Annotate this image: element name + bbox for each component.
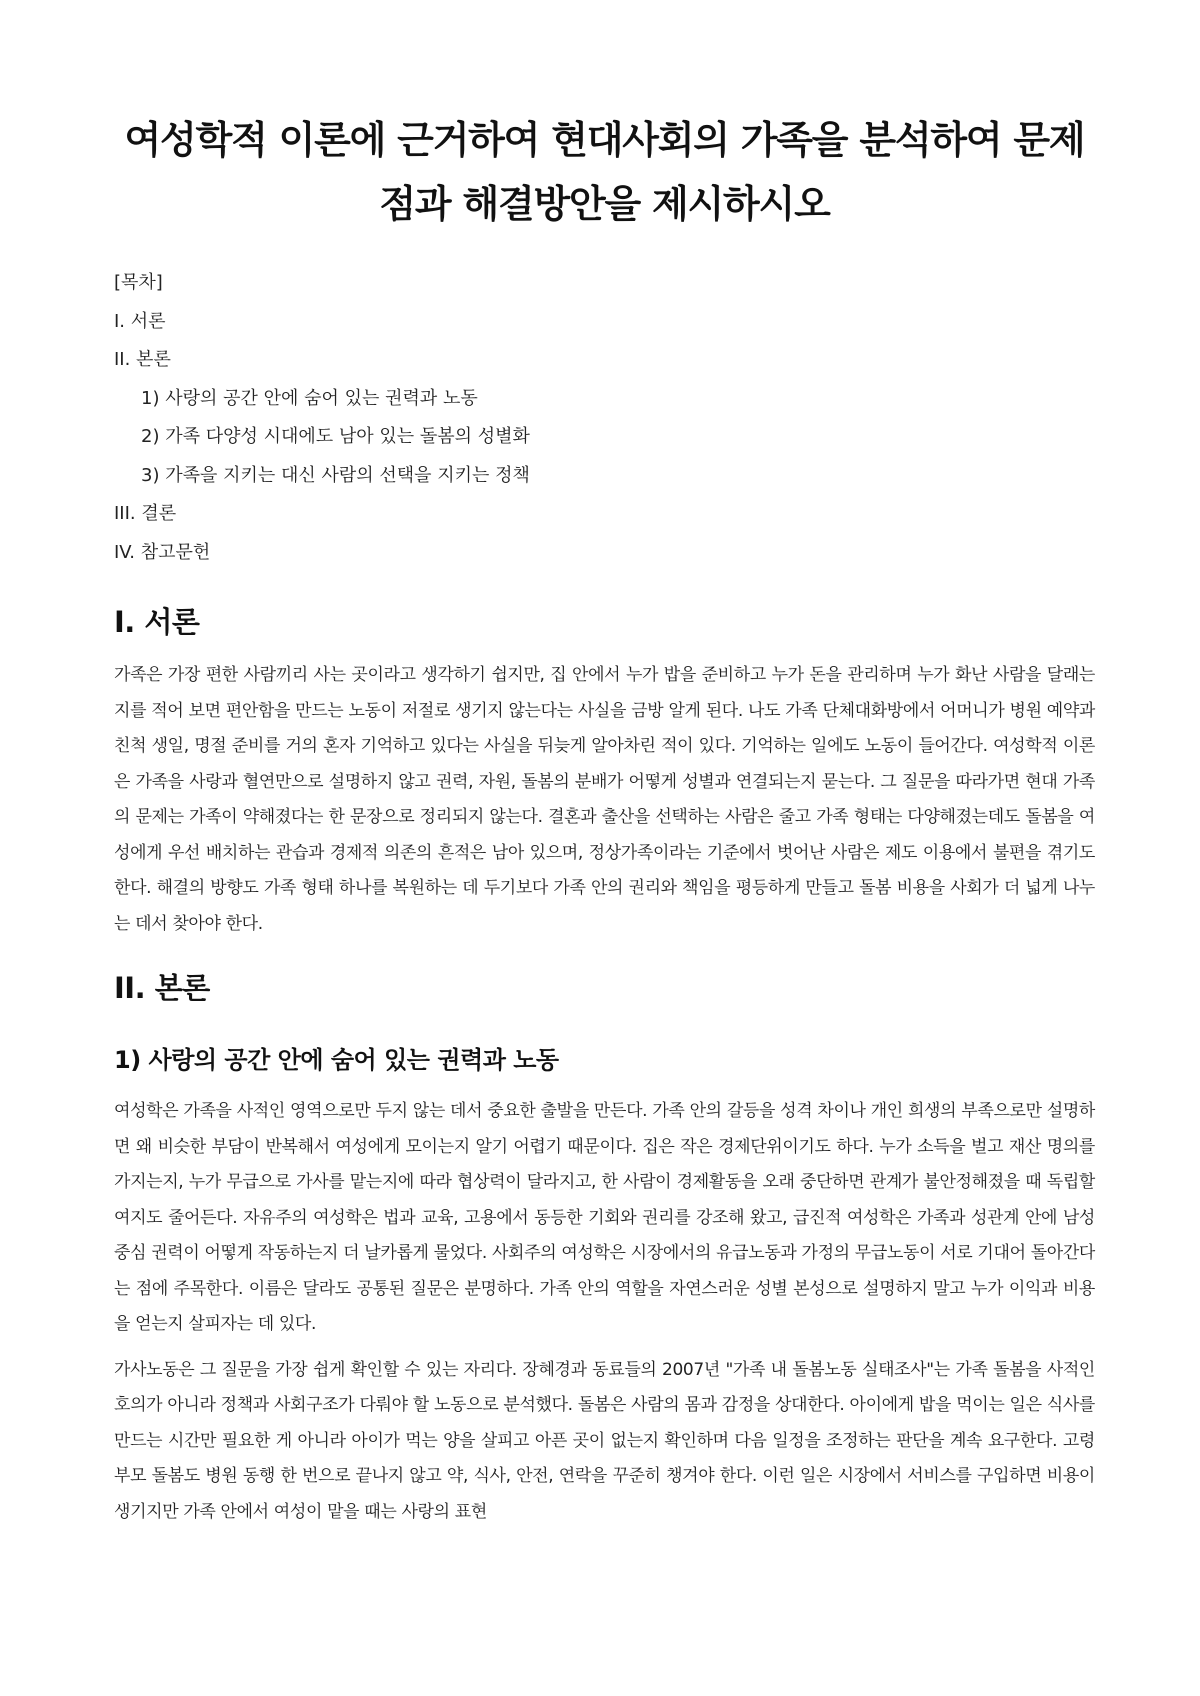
intro-paragraph: 가족은 가장 편한 사람끼리 사는 곳이라고 생각하기 쉽지만, 집 안에서 누가 밥을 준비하고 누가 돈을 관리하며 누가 화난 사람을 달래는지를 적어 보면 편안함을 만드는 노동이 저절로 생기지 않는다는 사실을 금방 알게 된다. 나도 가족 단체대화방에서 어머니가 병원 예약과 친척 생일, 명절 준비를 거의 혼자 기억하고 있다는 사실을 뒤늦게 알아차린 적이 있다. 기억하는 일에도 노동이 들어간다. 여성학적 이론은 가족을 사랑과 혈연만으로 설명하지 않고 권력, 자원, 돌봄의 분배가 어떻게 성별과 연결되는지 묻는다. 그 질문을 따라가면 현대 가족의 문제는 가족이 약해졌다는 한 문장으로 정리되지 않는다. 결혼과 출산을 선택하는 사람은 줄고 가족 형태는 다양해졌는데도 돌봄을 여성에게 우선 배치하는 관습과 경제적 의존의 흔적은 남아 있으며, 정상가족이라는 기준에서 벗어난 사람은 제도 이용에서 불편을 겪기도 한다. 해결의 방향도 가족 형태 하나를 복원하는 데 두기보다 가족 안의 권리와 책임을 평등하게 만들고 돌봄 비용을 사회가 더 넓게 나누는 데서 찾아야 한다. <box>114 665 1095 934</box>
toc-item: II. 본론 <box>114 349 171 370</box>
section-heading-intro: I. 서론 <box>114 605 200 639</box>
section-heading-body: II. 본론 <box>114 971 210 1005</box>
body-paragraph: 여성학은 가족을 사적인 영역으로만 두지 않는 데서 중요한 출발을 만든다. 가족 안의 갈등을 성격 차이나 개인 희생의 부족으로만 설명하면 왜 비슷한 부담이 반복해서 여성에게 모이는지 알기 어렵기 때문이다. 집은 작은 경제단위이기도 하다. 누가 소득을 벌고 재산 명의를 가지는지, 누가 무급으로 가사를 맡는지에 따라 협상력이 달라지고, 한 사람이 경제활동을 오래 중단하면 관계가 불안정해졌을 때 독립할 여지도 줄어든다. 자유주의 여성학은 법과 교육, 고용에서 동등한 기회와 권리를 강조해 왔고, 급진적 여성학은 가족과 성관계 안에 남성 중심 권력이 어떻게 작동하는지 더 날카롭게 물었다. 사회주의 여성학은 시장에서의 유급노동과 가정의 무급노동이 서로 기대어 돌아간다는 점에 주목한다. 이름은 달라도 공통된 질문은 분명하다. 가족 안의 역할을 자연스러운 성별 본성으로 설명하지 말고 누가 이익과 비용을 얻는지 살피자는 데 있다. <box>114 1101 1095 1334</box>
toc-subitem: 1) 사랑의 공간 안에 숨어 있는 권력과 노동 <box>141 387 478 409</box>
body-paragraph: 가사노동은 그 질문을 가장 쉽게 확인할 수 있는 자리다. 장혜경과 동료들의 2007년 "가족 내 돌봄노동 실태조사"는 가족 돌봄을 사적인 호의가 아니라 정책과 사회구조가 다뤄야 할 노동으로 분석했다. 돌봄은 사람의 몸과 감정을 상대한다. 아이에게 밥을 먹이는 일은 식사를 만드는 시간만 필요한 게 아니라 아이가 먹는 양을 살피고 아픈 곳이 없는지 확인하며 다음 일정을 조정하는 판단을 계속 요구한다. 고령 부모 돌봄도 병원 동행 한 번으로 끝나지 않고 약, 식사, 안전, 연락을 꾸준히 챙겨야 한다. 이런 일은 시장에서 서비스를 구입하면 비용이 생기지만 가족 안에서 여성이 맡을 때는 사랑의 표현 <box>114 1359 1095 1522</box>
toc-item: I. 서론 <box>114 310 166 332</box>
toc-item: IV. 참고문헌 <box>114 541 211 563</box>
toc-item: III. 결론 <box>114 503 177 524</box>
subsection-heading-1: 1) 사랑의 공간 안에 숨어 있는 권력과 노동 <box>114 1046 559 1074</box>
toc-heading: [목차] <box>114 272 163 293</box>
toc-subitem: 2) 가족 다양성 시대에도 남아 있는 돌봄의 성별화 <box>141 426 530 447</box>
document-title: 여성학적 이론에 근거하여 현대사회의 가족을 분석하여 문제점과 해결방안을 제시하시오 <box>124 118 1085 226</box>
table-of-contents <box>114 264 1095 572</box>
toc-subitem: 3) 가족을 지키는 대신 사람의 선택을 지키는 정책 <box>141 464 530 486</box>
